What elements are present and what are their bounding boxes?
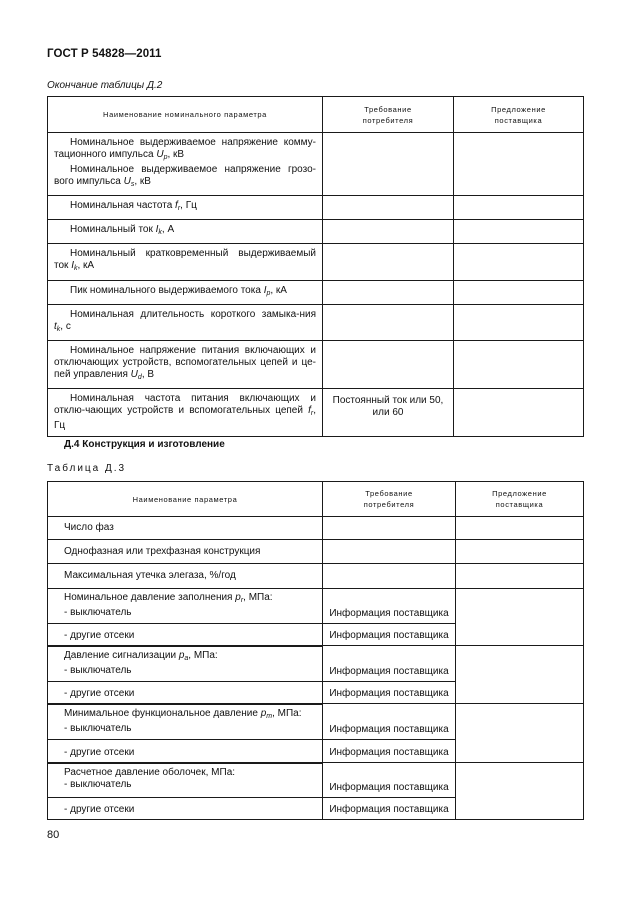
- requirement-cell: [323, 244, 454, 281]
- param-cell: - другие отсеки: [48, 624, 323, 646]
- param-cell: - другие отсеки: [48, 798, 323, 820]
- offer-cell: [456, 589, 584, 646]
- offer-cell: [454, 305, 584, 341]
- table-d2-caption: Окончание таблицы Д.2: [47, 80, 163, 91]
- col-header-requirement: Требование потребителя: [323, 97, 454, 133]
- param-cell: Однофазная или трехфазная конструкция: [48, 540, 323, 564]
- document-header: ГОСТ Р 54828—2011: [47, 48, 162, 60]
- param-cell: Число фаз: [48, 517, 323, 540]
- param-cell: Номинальная частота $f_r$, Гц: [48, 196, 323, 220]
- col-header-offer: Предложение поставщика: [456, 482, 584, 517]
- table-row: [48, 564, 584, 589]
- col-header-requirement: Требование потребителя: [323, 482, 456, 517]
- param-cell: Номинальный кратковременный выдерживаемый ток $I_k$, кА: [48, 244, 323, 281]
- requirement-cell: [323, 220, 454, 244]
- param-cell: Пик номинального выдерживаемого тока $I_p$, кА: [48, 281, 323, 305]
- table-row: [48, 220, 584, 244]
- requirement-cell: Информация поставщика: [323, 740, 456, 763]
- requirement-cell: Информация поставщика: [323, 624, 456, 646]
- requirement-cell: Постоянный ток или 50, или 60: [323, 389, 454, 437]
- offer-cell: [454, 389, 584, 437]
- requirement-cell: [323, 341, 454, 389]
- table-row: [48, 704, 584, 740]
- table-row: [48, 763, 584, 798]
- param-cell: - другие отсеки: [48, 740, 323, 763]
- col-header-param: Наименование номинального параметра: [48, 97, 323, 133]
- requirement-cell: [323, 540, 456, 564]
- offer-cell: [456, 540, 584, 564]
- table-row: [48, 305, 584, 341]
- offer-cell: [454, 196, 584, 220]
- table-row: [48, 281, 584, 305]
- table-row: [48, 244, 584, 281]
- table-row: [48, 646, 584, 682]
- requirement-cell: [323, 564, 456, 589]
- requirement-cell: Информация поставщика: [323, 682, 456, 704]
- col-header-offer: Предложение поставщика: [454, 97, 584, 133]
- offer-cell: [456, 763, 584, 820]
- param-cell: Номинальное выдерживаемое напряжение комму-тационного импульса $U_p$, кВ Номинальное выдерживаемое напряжение грозо-вого импульса $U_s$, кВ: [48, 133, 323, 196]
- offer-cell: [454, 341, 584, 389]
- requirement-cell: [323, 517, 456, 540]
- param-cell: Минимальное функциональное давление $p_m$, МПа: - выключатель: [48, 704, 323, 740]
- requirement-cell: [323, 281, 454, 305]
- table-row: [48, 341, 584, 389]
- param-cell: Номинальный ток $I_k$, А: [48, 220, 323, 244]
- requirement-cell: [323, 196, 454, 220]
- offer-cell: [456, 564, 584, 589]
- offer-cell: [454, 133, 584, 196]
- offer-cell: [456, 646, 584, 704]
- col-header-param: Наименование параметра: [48, 482, 323, 517]
- requirement-cell: [323, 133, 454, 196]
- param-cell: - другие отсеки: [48, 682, 323, 704]
- offer-cell: [456, 517, 584, 540]
- table-d3: [47, 481, 584, 820]
- requirement-cell: Информация поставщика: [323, 704, 456, 740]
- param-cell: Максимальная утечка элегаза, %/год: [48, 564, 323, 589]
- table-d3-caption: Таблица Д.3: [47, 463, 127, 474]
- offer-cell: [454, 220, 584, 244]
- requirement-cell: Информация поставщика: [323, 798, 456, 820]
- offer-cell: [454, 281, 584, 305]
- table-row: [48, 133, 584, 196]
- param-cell: Номинальное напряжение питания включающих и отключающих устройств, вспомогательных цепей и це-пей управления $U_d$, В: [48, 341, 323, 389]
- param-cell: Номинальная длительность короткого замыка-ния $t_k$, с: [48, 305, 323, 341]
- requirement-cell: [323, 305, 454, 341]
- offer-cell: [454, 244, 584, 281]
- requirement-cell: Информация поставщика: [323, 646, 456, 682]
- table-d2: [47, 96, 584, 437]
- param-cell: Расчетное давление оболочек, МПа: - выключатель: [48, 763, 323, 798]
- offer-cell: [456, 704, 584, 763]
- table-d3-header-row: [48, 482, 584, 517]
- requirement-cell: Информация поставщика: [323, 763, 456, 798]
- table-row: [48, 196, 584, 220]
- table-row: [48, 540, 584, 564]
- table-row: [48, 589, 584, 624]
- table-row: [48, 389, 584, 437]
- page-number: 80: [47, 829, 60, 841]
- requirement-cell: Информация поставщика: [323, 589, 456, 624]
- param-cell: Номинальное давление заполнения $p_r$, МПа: - выключатель: [48, 589, 323, 624]
- table-row: [48, 517, 584, 540]
- param-cell: Номинальная частота питания включающих и отклю-чающих устройств и вспомогательных цепей $f_r$, Гц: [48, 389, 323, 437]
- table-d2-header-row: [48, 97, 584, 133]
- param-cell: Давление сигнализации $p_a$, МПа: - выключатель: [48, 646, 323, 682]
- section-heading: Д.4 Конструкция и изготовление: [64, 439, 225, 450]
